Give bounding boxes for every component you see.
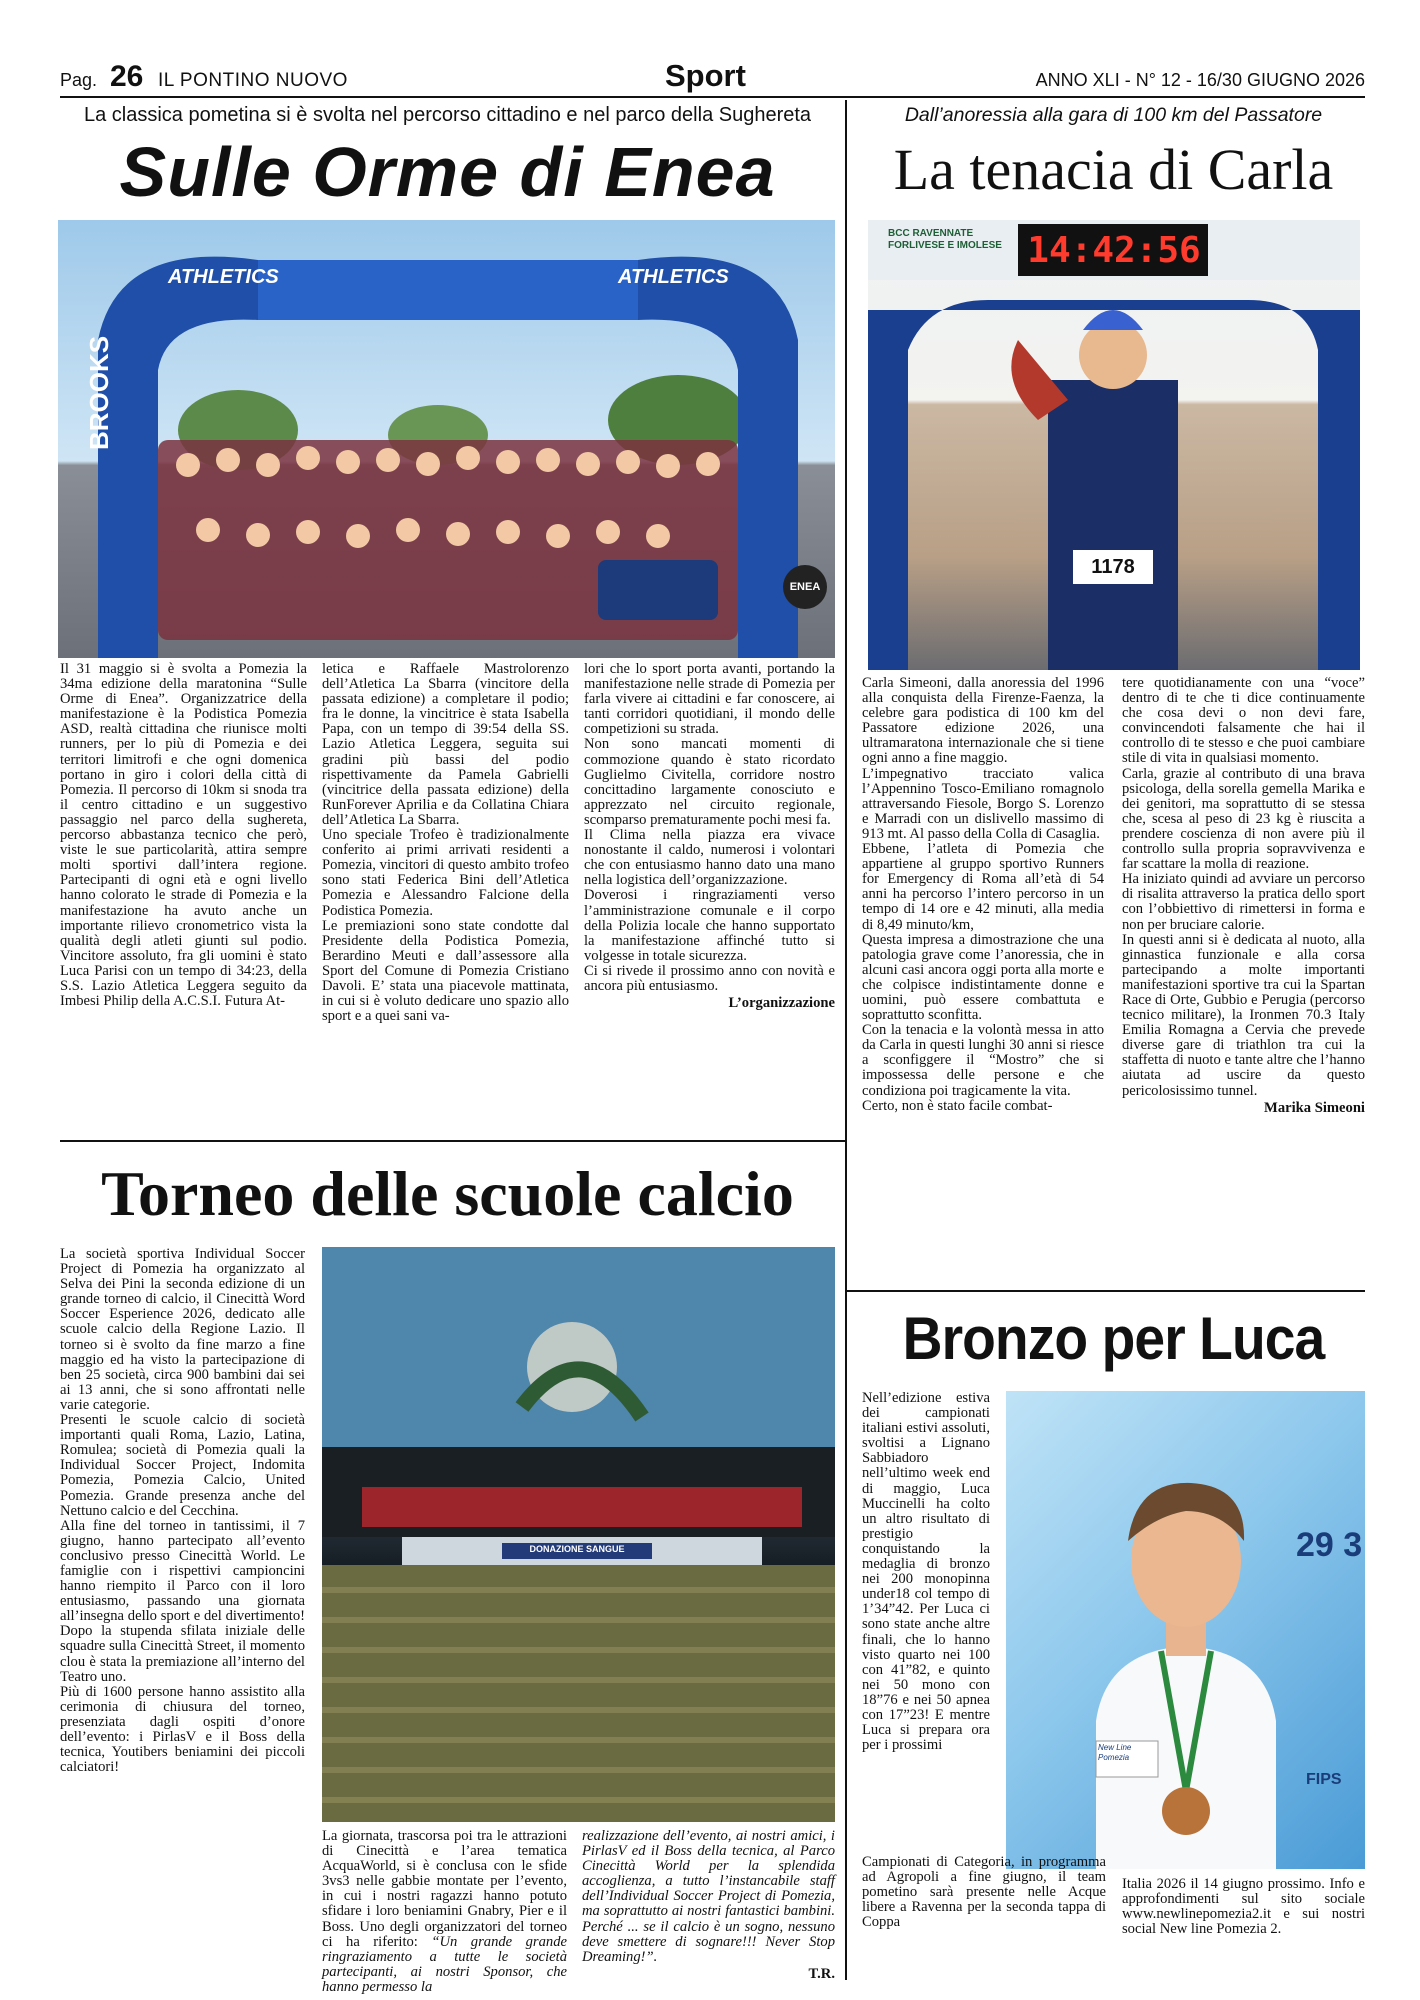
article-column: realizzazione dell’evento, ai nostri amici, i PirlasV ed il Boss della tecnica, al Parco Cinecittà World per la splendida accoglienza, a tutto l’instancabile staff dell’Individual Soccer Project di Pomezia, ma soprattutto ai nostri fantastici bambini. Perché ... se il calcio è un sogno, nessuno deve smettere di sognare!!! Never Stop Dreaming!”. T.R. bbox=[582, 1828, 835, 1982]
race-bib: 1178 bbox=[1091, 556, 1135, 578]
section-rule bbox=[60, 1140, 845, 1142]
paper-name: IL PONTINO NUOVO bbox=[158, 70, 348, 91]
article-column: La giornata, trascorsa poi tra le attrazioni di Cinecittà e l’area tematica AcquaWorld, si è conclusa con le sfide 3vs3 nelle gabbie montate per l’evento, in cui i nostri ragazzi hanno potuto sfidare i loro beniamini Gnabry, Pier e il Boss. Uno degli organizzatori del torneo ci ha riferito: “Un grande grande ringraziamento a tutte le società partecipanti, ai nostri Sponsor, che hanno permesso la bbox=[322, 1828, 567, 1995]
article-title: Bronzo per Luca bbox=[902, 1305, 1325, 1372]
article-signature: L’organizzazione bbox=[728, 995, 835, 1012]
article-column: lori che lo sport porta avanti, portando la manifestazione nelle strade di Pomezia per farla vivere ai cittadini e far conoscere, ai tanti corridori quotidiani, il mondo delle competizioni su strada. Non sono mancati momenti di commozione quando è stato ricordato Guglielmo Civitella, corridore nostro concittadino largamente conosciuto e apprezzato nel circuito regionale, scomparso prematuramente pochi mesi fa. Il Clima nella piazza era vivace nonostante il caldo, numerosi i volontari che con entusiasmo hanno dato una mano nella logistica dell’organizzazione. Doverosi i ringraziamenti verso l’amministrazione comunale e il corpo della Polizia locale che hanno supportato la manifestazione affinché tutto si volgesse in totale sicurezza. Ci si rivede il prossimo anno con novità e ancora più entusiasmo. L’organizzazione bbox=[584, 661, 835, 1012]
numbers-banner: 29 3 bbox=[1296, 1526, 1363, 1564]
article-title: Sulle Orme di Enea bbox=[119, 133, 776, 211]
section-title: Sport bbox=[665, 58, 746, 93]
race-group-photo bbox=[58, 220, 835, 658]
article-sulle-orme bbox=[60, 98, 835, 1128]
issue-info: ANNO XLI - N° 12 - 16/30 GIUGNO 2026 bbox=[1035, 70, 1365, 90]
article-column: tere quotidianamente con una “voce” dentro di te che ti dice continuamente che cosa devi o non devi fare, convincendoti falsamente che hai il controllo di te stesso e che puoi cambiare stile di vita in qualsiasi momento. Carla, grazie al contributo di una brava psicologa, della sorella gemella Marika e dei genitori, ma soprattutto di se stessa che, scesa al peso di 23 kg è riuscita a prendere coscienza di non avere più il controllo sulla propria sopravvivenza e far scattare la molla di reazione. Ha iniziato quindi ad avviare un percorso di risalita attraverso la pratica dello sport con l’obbiettivo di rimettersi in forma e non per bruciare calorie. In questi anni si è dedicata al nuoto, alla ginnastica funzionale e alla corsa partecipando a molte importanti manifestazioni sportive tra cui la Spartan Race di Orte, Gubbio e Perugia (percorso tecnico militare), la Ironmen 70.3 Italy Emilia Romagna a Cervia che prevede diverse gare di triathlon tra cui la staffetta di nuoto e tante altre che l’hanno aiutata ad uscire da questo pericolosissimo tunnel. Marika Simeoni bbox=[1122, 675, 1365, 1116]
article-column: Nell’edizione estiva dei campionati italiani estivi assoluti, svoltisi a Lignano Sabbiadoro nell’ultimo week end di maggio, Luca Muccinelli ha colto un altro risultato di prestigio conquistando la medaglia di bronzo nei 200 monopinna under18 col tempo di 1’34”42. Per Luca ci sono state anche altre finali, che lo hanno visto quarto nei 100 con 41”82, e quinto nei 50 mono con 18”76 e nei 50 apnea con 17”23! E mentre Luca si prepara ora per i prossimi bbox=[862, 1390, 990, 1754]
column-divider bbox=[845, 100, 847, 1980]
article-kicker: Dall’anoressia alla gara di 100 km del Passatore bbox=[904, 104, 1323, 126]
article-column: La società sportiva Individual Soccer Project di Pomezia ha organizzato al Selva dei Pini la seconda edizione di un grande torneo di calcio, il Cinecittà Word Soccer Esperience 2026, dedicato alle scuole calcio della Regione Lazio. Il torneo si è svolto da fine marzo a fine maggio ed ha visto la partecipazione di ben 25 società, circa 900 bambini dai sei ai 13 anni, che si sono affrontati nelle varie categorie. Presenti le scuole calcio di società importanti quali Roma, Lazio, Latina, Romulea; società di Pomezia quali la Individual Soccer Project, Indomita Pomezia, Pomezia Calcio, United Pomezia. Grande presenza anche del Nettuno calcio e del Cecchina. Alla fine del torneo in tantissimi, il 7 giugno, hanno partecipato all’evento conclusivo presso Cinecittà World. Le famiglie con i rispettivi campioncini hanno riempito il Parco con il loro entusiasmo, passando una giornata all’insegna dello sport e del divertimento! Dopo la stupenda sfilata iniziale delle squadre sulla Cinecittà Street, il momento clou è stata la premiazione all’interno del Teatro uno. Più di 1600 persone hanno assistito alla cerimonia di chiusura del torneo, presenziata dagli ospiti d’onore dell’evento: i PirlasV e il Boss della tecnica, Youtibers beniamini dei piccoli calciatori! bbox=[60, 1246, 305, 1776]
carla-finish-photo bbox=[868, 220, 1360, 670]
sponsor-banner: BCC RAVENNATE FORLIVESE E IMOLESE bbox=[888, 228, 1002, 251]
article-signature: Marika Simeoni bbox=[1264, 1099, 1365, 1116]
article-title: Torneo delle scuole calcio bbox=[101, 1158, 794, 1229]
brand-label: BROOKS bbox=[84, 335, 114, 450]
article-column: Italia 2026 il 14 giugno prossimo. Info e approfondimenti sul sito sociale www.newlinepomezia2.it e sui nostri social New line Pomezia 2. bbox=[1122, 1876, 1365, 1938]
page-number: 26 bbox=[110, 60, 144, 93]
article-column: Carla Simeoni, dalla anoressia del 1996 alla conquista della Firenze-Faenza, la celebre gara podistica di 100 km del Passatore edizione 2026, una ultramaratona internazionale che si tiene ogni anno a fine maggio. L’impegnativo tracciato valica l’Appennino Tosco-Emiliano romagnolo attraversando Fiesole, Borgo S. Lorenzo e Marradi con un dislivello massimo di 913 mt. Al passo della Colla di Casaglia. Ebbene, l’atleta di Pomezia che appartiene al gruppo sportivo Runners for Emergency di Roma all’età di 54 anni ha percorso l’intero percorso in un tempo di 14 ore e 42 minuti, alla media di 8,49 minuto/km, Questa impresa a dimostrazione che una patologia grave come l’anoressia, che in alcuni casi ancora oggi porta alla morte e che colpisce indistintamente donne e uomini, può essere combattuta e soprattutto sconfitta. Con la tenacia e la volontà messa in atto da Carla in questi lunghi 30 anni si riesce a sconfiggere il “Mostro” che si impossessa delle persone e che condiziona poi tragicamente la vita. Certo, non è stato facile combat- bbox=[862, 675, 1104, 1114]
fips-label: FIPS bbox=[1306, 1771, 1342, 1788]
article-column: Il 31 maggio si è svolta a Pomezia la 34ma edizione della maratonina “Sulle Orme di Enea”. Organizzatrice della manifestazione è la Podistica Pomezia ASD, realtà cittadina che riunisce molti runners, per lo più di Pomezia e dei territori limitrofi e che ogni domenica portano in giro i colori della città di Pomezia. Il percorso di 10km si snoda tra il centro cittadino e un suggestivo passaggio nel parco della sughereta, percorso abbastanza tecnico che però, viste le sue particolarità, attira sempre molti sportivi dall’intera regione. Partecipanti di ogni età e ogni livello hanno colorato le strade di Pomezia e la manifestazione ha avuto anche un importante rilievo cronometrico vista la qualità degli atleti giunti sul podio. Vincitore assoluto, fra gli uomini è stato Luca Parisi con un tempo di 34:23, della S.S. Lazio Atletica Leggera seguito da Imbesi Philip della A.C.S.I. Futura At- bbox=[60, 661, 307, 1010]
pag-label: Pag. bbox=[60, 70, 98, 90]
section-rule bbox=[845, 1290, 1365, 1292]
article-bronzo-luca bbox=[862, 1295, 1365, 1985]
article-title: La tenacia di Carla bbox=[893, 137, 1334, 202]
tournament-theater-photo bbox=[322, 1247, 835, 1822]
article-torneo-calcio bbox=[60, 1145, 835, 1995]
article-column: Campionati di Categoria, in programma ad Agropoli a fine giugno, il team pometino sarà presente nelle Acque libere a Ravenna per la seconda tappa di Coppa bbox=[862, 1854, 1106, 1931]
stage-banner: DONAZIONE SANGUE bbox=[529, 1544, 625, 1554]
enea-logo: ENEA bbox=[783, 565, 827, 609]
article-kicker: La classica pometina si è svolta nel percorso cittadino e nel parco della Sughereta bbox=[83, 104, 812, 126]
name-badge: New Line Pomezia bbox=[1098, 1743, 1132, 1762]
finish-clock: 14:42:56 bbox=[1027, 230, 1201, 271]
article-column: letica e Raffaele Mastrolorenzo dell’Atletica La Sbarra (vincitore della passata edizione) a completare il podio; fra le donne, la vincitrice è stata Isabella Papa, con un tempo di 39:54 della SS. Lazio Atletica Leggera, seguita sui gradini più bassi del podio rispettivamente da Pamela Gabrielli (vincitrice della passata edizione) della RunForever Aprilia e da Collatina Chiara dell’Atletica La Sbarra. Uno speciale Trofeo è tradizionalmente conferito ai primi arrivati residenti a Pomezia, vincitori di questo ambito trofeo sono stati Federica Bini dell’Atletica Pomezia e Alessandro Falcione della Podistica Pomezia. Le premiazioni sono state condotte dal Presidente della Podistica Pomezia, Berardino Meuti e dall’assessore alla Sport del Comune di Pomezia Cristiano Davoli. E’ stata una piacevole mattinata, in cui si è voluto dedicare uno spazio allo sport e a quei sani va- bbox=[322, 661, 569, 1025]
page-header bbox=[60, 60, 1365, 96]
luca-medal-photo bbox=[1006, 1391, 1365, 1869]
article-tenacia-carla bbox=[862, 98, 1365, 1288]
arch-label-right: ATHLETICS bbox=[618, 266, 729, 288]
article-signature: T.R. bbox=[808, 1965, 835, 1982]
arch-label-left: ATHLETICS bbox=[168, 266, 279, 288]
